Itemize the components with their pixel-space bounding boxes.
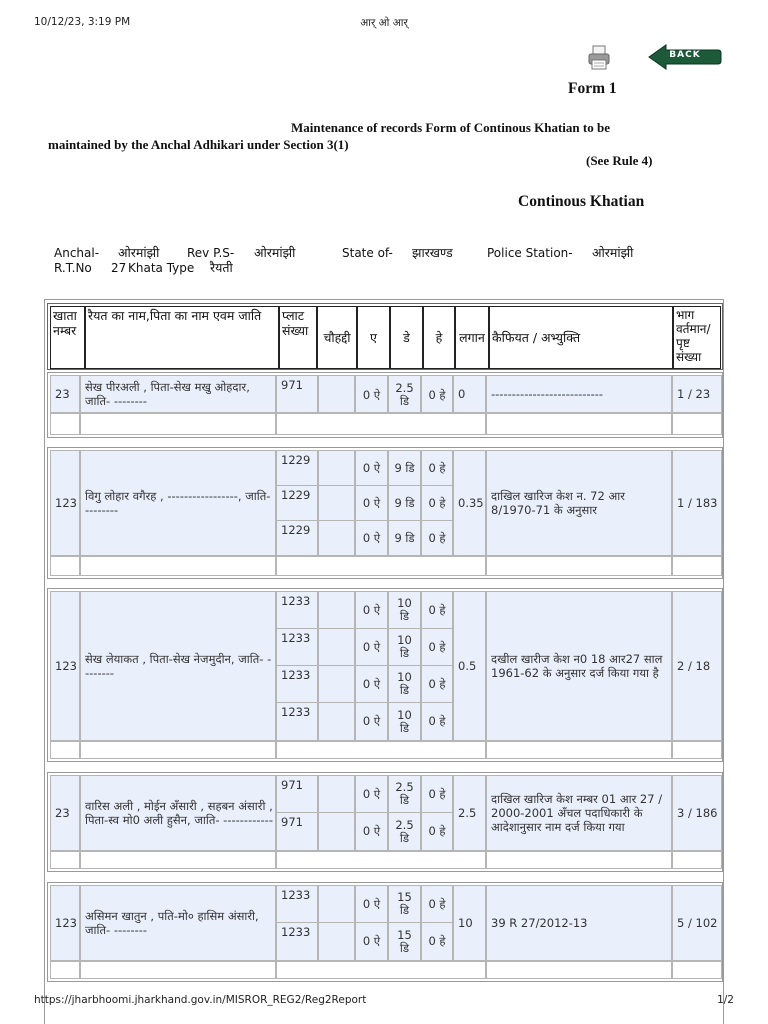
continous-khatian-heading: Continous Khatian bbox=[518, 193, 645, 210]
spacer-cell bbox=[672, 851, 722, 869]
maintenance-heading-line2: maintained by the Anchal Adhikari under Section 3(1) bbox=[48, 137, 349, 152]
h-value: 0 हे bbox=[422, 451, 452, 486]
h-value: 0 हे bbox=[422, 486, 452, 521]
a-value: 0 ऐ bbox=[362, 714, 381, 728]
a-value: 0 ऐ bbox=[356, 886, 387, 923]
chauhaddi-slot bbox=[319, 629, 354, 666]
h-value: 0 हे bbox=[428, 824, 446, 838]
khata-cell: 23 bbox=[50, 375, 80, 413]
raiyat-cell: सेख पीरअली , पिता-सेख मखु ओहदार, जाति- -------- bbox=[80, 375, 276, 413]
spacer-cell bbox=[276, 961, 486, 979]
see-rule: (See Rule 4) bbox=[586, 153, 653, 168]
print-footer bbox=[34, 994, 734, 1006]
plot-number: 1229 bbox=[281, 523, 311, 537]
spacer-cell bbox=[672, 413, 722, 435]
chauhaddi-cell bbox=[318, 450, 355, 556]
spacer-cell bbox=[80, 413, 276, 435]
h-cell bbox=[421, 591, 453, 741]
a-value: 0 ऐ bbox=[356, 486, 387, 521]
record-block bbox=[47, 588, 723, 762]
h-cell bbox=[421, 885, 453, 961]
back-label: BACK bbox=[669, 50, 701, 60]
d-value: 10 डि bbox=[389, 629, 420, 666]
bhag-cell: 5 / 102 bbox=[672, 885, 722, 961]
plot-number: 971 bbox=[277, 776, 317, 813]
a-value: 0 ऐ bbox=[356, 776, 387, 813]
plot-cell bbox=[276, 885, 318, 961]
record-block bbox=[47, 447, 723, 579]
chauhaddi-slot bbox=[319, 886, 354, 923]
header-plot: प्लाट संख्या bbox=[279, 306, 317, 369]
spacer-cell bbox=[80, 556, 276, 576]
footer-url[interactable]: https://jharbhoomi.jharkhand.gov.in/MISROR_REG2/Reg2Report bbox=[34, 994, 367, 1006]
spacer-cell bbox=[672, 961, 722, 979]
plot-cell bbox=[276, 775, 318, 851]
spacer-cell bbox=[50, 851, 80, 869]
plot-number: 971 bbox=[281, 815, 303, 829]
h-cell bbox=[421, 375, 453, 413]
bhag-cell: 1 / 23 bbox=[672, 375, 722, 413]
kaifiyat-cell: --------------------------- bbox=[486, 375, 672, 413]
plot-cell bbox=[276, 591, 318, 741]
h-value: 0 हे bbox=[428, 934, 446, 948]
chauhaddi-slot bbox=[319, 776, 354, 813]
khatian-table bbox=[44, 299, 724, 1024]
plot-number: 1233 bbox=[277, 629, 317, 666]
bhag-cell: 2 / 18 bbox=[672, 591, 722, 741]
plot-number: 1233 bbox=[277, 886, 317, 923]
raiyat-cell: विगु लोहार वगैरह , -----------------, जाति- -------- bbox=[80, 450, 276, 556]
plot-cell bbox=[276, 375, 318, 413]
kaifiyat-cell: दाखिल खारिज केश न. 72 आर 8/1970-71 के अनुसार bbox=[486, 450, 672, 556]
spacer-cell bbox=[486, 851, 672, 869]
chauhaddi-slot bbox=[319, 666, 354, 703]
printer-icon[interactable] bbox=[588, 45, 610, 71]
plot-number: 1233 bbox=[277, 666, 317, 703]
raiyat-cell: वारिस अली , मोईन अँसारी , सहबन अंसारी , पिता-स्व मो0 अली हुसैन, जाति- ------------ bbox=[80, 775, 276, 851]
rtno-label: R.T.No bbox=[54, 261, 92, 275]
raiyat-cell: असिमन खातुन , पति-मो० हासिम अंसारी, जाति- -------- bbox=[80, 885, 276, 961]
spacer-cell bbox=[50, 961, 80, 979]
lagan-cell: 0.5 bbox=[453, 591, 486, 741]
d-value: 10 डि bbox=[397, 707, 412, 735]
h-value: 0 हे bbox=[422, 776, 452, 813]
header-d: डे bbox=[390, 306, 423, 369]
a-value: 0 ऐ bbox=[362, 387, 381, 402]
revps-value: ओरमांझी bbox=[254, 245, 296, 260]
a-cell bbox=[355, 591, 388, 741]
a-value: 0 ऐ bbox=[356, 592, 387, 629]
d-value: 10 डि bbox=[389, 666, 420, 703]
d-cell bbox=[388, 375, 421, 413]
d-value: 2.5 डि bbox=[389, 776, 420, 813]
chauhaddi-slot bbox=[319, 486, 354, 521]
h-value: 0 हे bbox=[428, 531, 446, 545]
maintenance-heading-line1: Maintenance of records Form of Continous Khatian to be bbox=[291, 120, 610, 135]
spacer-cell bbox=[486, 741, 672, 759]
h-cell bbox=[421, 450, 453, 556]
chauhaddi-cell bbox=[318, 885, 355, 961]
d-cell bbox=[388, 591, 421, 741]
d-value: 15 डि bbox=[389, 886, 420, 923]
khata-cell: 23 bbox=[50, 775, 80, 851]
a-value: 0 ऐ bbox=[356, 629, 387, 666]
revps-label: Rev P.S- bbox=[187, 246, 235, 260]
h-value: 0 हे bbox=[428, 714, 446, 728]
header-kaifiyat: कैफियत / अभ्युक्ति bbox=[489, 306, 673, 369]
kaifiyat-cell: दाखिल खारिज केश नम्बर 01 आर 27 / 2000-2001 अँचल पदाधिकारी के आदेशानुसार नाम दर्ज किया गया bbox=[486, 775, 672, 851]
anchal-label: Anchal- bbox=[54, 246, 100, 260]
state-value: झारखण्ड bbox=[412, 245, 453, 260]
khata-cell: 123 bbox=[50, 450, 80, 556]
lagan-cell: 0 bbox=[453, 375, 486, 413]
chauhaddi-cell bbox=[318, 775, 355, 851]
spacer-cell bbox=[486, 413, 672, 435]
record-block bbox=[47, 772, 723, 872]
h-value: 0 हे bbox=[422, 629, 452, 666]
chauhaddi-cell bbox=[318, 375, 355, 413]
record-block bbox=[47, 882, 723, 982]
plot-number: 1229 bbox=[277, 486, 317, 521]
spacer-cell bbox=[80, 741, 276, 759]
d-cell bbox=[388, 450, 421, 556]
plot-number: 1233 bbox=[281, 705, 311, 719]
header-a: ए bbox=[357, 306, 390, 369]
police-station-value: ओरमांझी bbox=[592, 245, 634, 260]
khata-type-label: Khata Type bbox=[128, 261, 195, 275]
khata-type-value: रैयती bbox=[210, 260, 233, 275]
d-value: 9 डि bbox=[389, 486, 420, 521]
d-value: 10 डि bbox=[389, 592, 420, 629]
chauhaddi-cell bbox=[318, 591, 355, 741]
a-value: 0 ऐ bbox=[362, 824, 381, 838]
bhag-cell: 1 / 183 bbox=[672, 450, 722, 556]
bhag-cell: 3 / 186 bbox=[672, 775, 722, 851]
spacer-cell bbox=[276, 741, 486, 759]
plot-number: 1233 bbox=[277, 592, 317, 629]
spacer-cell bbox=[276, 556, 486, 576]
kaifiyat-cell: दखील खारीज केश न0 18 आर27 साल 1961-62 के अनुसार दर्ज किया गया है bbox=[486, 591, 672, 741]
a-cell bbox=[355, 885, 388, 961]
anchal-value: ओरमांझी bbox=[118, 245, 160, 260]
d-value: 2.5 डि bbox=[395, 381, 414, 408]
rtno-value: 27 bbox=[111, 261, 127, 275]
spacer-cell bbox=[486, 556, 672, 576]
d-value: 2.5 डि bbox=[395, 817, 414, 845]
a-value: 0 ऐ bbox=[362, 934, 381, 948]
form-title: Form 1 bbox=[568, 80, 617, 97]
plot-cell bbox=[276, 450, 318, 556]
raiyat-cell: सेख लेयाकत , पिता-सेख नेजमुदीन, जाति- -------- bbox=[80, 591, 276, 741]
h-value: 0 हे bbox=[422, 886, 452, 923]
spacer-cell bbox=[50, 556, 80, 576]
h-value: 0 हे bbox=[422, 592, 452, 629]
print-page-title: आर् ओ आर् bbox=[360, 17, 408, 29]
d-cell bbox=[388, 775, 421, 851]
spacer-cell bbox=[80, 851, 276, 869]
spacer-cell bbox=[276, 413, 486, 435]
a-value: 0 ऐ bbox=[356, 666, 387, 703]
a-cell bbox=[355, 775, 388, 851]
d-cell bbox=[388, 885, 421, 961]
header-chauhaddi: चौहद्दी bbox=[317, 306, 357, 369]
h-value: 0 हे bbox=[422, 666, 452, 703]
khata-cell: 123 bbox=[50, 885, 80, 961]
d-value: 9 डि bbox=[394, 531, 415, 545]
back-button[interactable] bbox=[648, 44, 722, 70]
a-cell bbox=[355, 375, 388, 413]
spacer-cell bbox=[50, 413, 80, 435]
a-value: 0 ऐ bbox=[356, 451, 387, 486]
spacer-cell bbox=[486, 961, 672, 979]
h-value: 0 हे bbox=[428, 387, 446, 402]
plot-number: 1229 bbox=[277, 451, 317, 486]
footer-page-number: 1/2 bbox=[717, 994, 734, 1006]
h-cell bbox=[421, 775, 453, 851]
khata-cell: 123 bbox=[50, 591, 80, 741]
kaifiyat-cell: 39 R 27/2012-13 bbox=[486, 885, 672, 961]
table-header-row bbox=[47, 303, 723, 370]
spacer-cell bbox=[50, 741, 80, 759]
spacer-cell bbox=[80, 961, 276, 979]
d-value: 15 डि bbox=[397, 927, 412, 955]
header-bhag: भाग वर्तमान/ पृष्ट संख्या bbox=[673, 306, 721, 369]
record-block bbox=[47, 372, 723, 438]
state-label: State of- bbox=[342, 246, 393, 260]
header-lagan: लगान bbox=[455, 306, 489, 369]
header-khata: खाता नम्बर bbox=[50, 306, 85, 369]
chauhaddi-slot bbox=[319, 592, 354, 629]
header-h: हे bbox=[423, 306, 455, 369]
lagan-cell: 10 bbox=[453, 885, 486, 961]
spacer-cell bbox=[672, 741, 722, 759]
lagan-cell: 0.35 bbox=[453, 450, 486, 556]
chauhaddi-slot bbox=[319, 451, 354, 486]
lagan-cell: 2.5 bbox=[453, 775, 486, 851]
spacer-cell bbox=[276, 851, 486, 869]
plot-number: 1233 bbox=[281, 925, 311, 939]
print-timestamp: 10/12/23, 3:19 PM bbox=[34, 16, 131, 28]
d-value: 9 डि bbox=[389, 451, 420, 486]
spacer-cell bbox=[672, 556, 722, 576]
plot-number: 971 bbox=[281, 378, 303, 392]
a-cell bbox=[355, 450, 388, 556]
police-station-label: Police Station- bbox=[487, 246, 573, 260]
header-raiyat: रैयत का नाम,पिता का नाम एवम जाति bbox=[85, 306, 279, 369]
print-header bbox=[34, 16, 734, 30]
a-value: 0 ऐ bbox=[362, 531, 381, 545]
